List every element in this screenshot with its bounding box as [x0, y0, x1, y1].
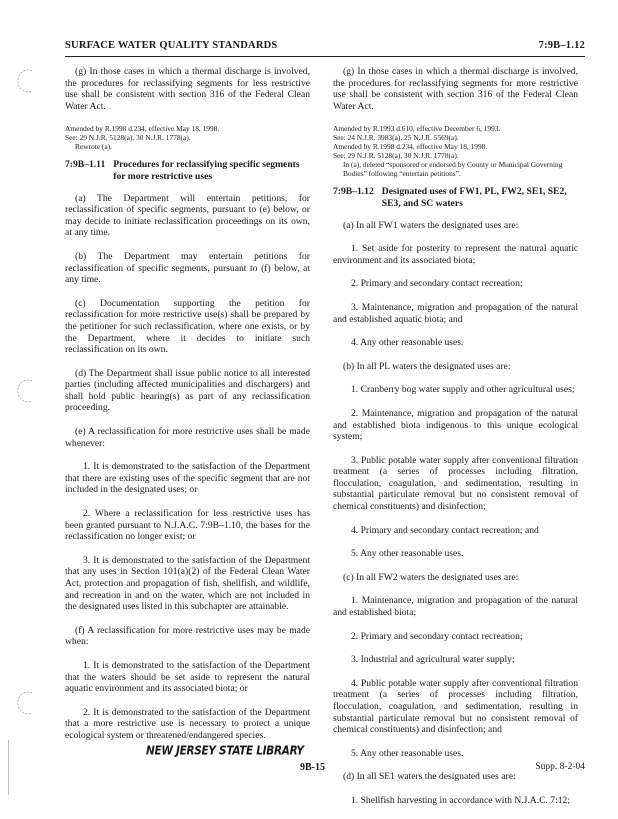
- paragraph-f: (f) A reclassification for more restrictive uses may be made when:: [65, 624, 310, 648]
- header-section-number: 7:9B–1.12: [538, 40, 585, 51]
- punch-hole-icon: [14, 690, 38, 716]
- list-item: 4. Any other reasonable uses.: [351, 337, 464, 349]
- punch-hole-icon: [14, 68, 38, 94]
- list-item: 2. Where a reclassification for less restrictive uses has been granted pursuant to N.J.A.C. 7:9B–1.10, the bases for the reclassification no longer exist; or: [65, 508, 310, 543]
- list-item: 1. It is demonstrated to the satisfaction of the Department that there are existing uses of the specific segment that are not included in the designated uses; or: [65, 461, 310, 496]
- list-item: 3. Industrial and agricultural water supply;: [351, 654, 515, 666]
- page-edge-mark: [8, 740, 9, 795]
- list-item: 3. It is demonstrated to the satisfaction of the Department that any uses in Section 101(a)(2) of the Federal Clean Water Act, protection and propagation of fish, shellfish, and wildlife, and recreation in and on the water, which are not included in the designated uses listed in this subchapter are attainable.: [65, 554, 310, 613]
- section-title: Procedures for reclassifying specific segments for more restrictive uses: [113, 159, 300, 182]
- amendment-line: See: 29 N.J.R. 5128(a), 30 N.J.R. 1778(a).: [333, 151, 459, 161]
- list-item: 2. Primary and secondary contact recreation;: [351, 278, 523, 290]
- supplement-date: Supp. 8-2-04: [535, 762, 585, 772]
- list-item: 2. Maintenance, migration and propagation of the natural and established biota indigenous to this unique ecological system;: [333, 407, 578, 443]
- header-title: SURFACE WATER QUALITY STANDARDS: [65, 40, 278, 51]
- amendment-line: Amended by R.1993 d.610, effective December 6, 1993.: [333, 124, 501, 134]
- amendment-note: [333, 124, 578, 178]
- paragraph-a: (a) The Department will entertain petitions, for reclassification of specific segments, pursuant to (e) below, or may decide to initiate reclassification proceedings on its own, at any time.: [65, 192, 310, 239]
- list-item: 1. Cranberry bog water supply and other agricultural uses;: [351, 384, 575, 396]
- amendment-line: Amended by R.1998 d.234, effective May 18, 1998.: [333, 142, 488, 152]
- library-stamp: NEW JERSEY STATE LIBRARY: [146, 744, 304, 758]
- list-item: 4. Public potable water supply after conventional filtration treatment (a series of processes including filtration, flocculation, coagulation, and sedimentation, resulting in substantial particulate removal but no consistent removal of chemical constituents) and disinfection; and: [333, 677, 578, 736]
- punch-hole-icon: [14, 378, 38, 404]
- list-item: 2. It is demonstrated to the satisfaction of the Department that a more restrictive use is necessary to protect a unique ecological system or threatened/endangered species.: [65, 706, 310, 741]
- paragraph-b: (b) In all PL waters the designated uses are:: [343, 360, 511, 372]
- section-heading: [65, 159, 310, 182]
- paragraph-a: (a) In all FW1 waters the designated uses are:: [343, 219, 519, 231]
- section-title: Designated uses of FW1, PL, FW2, SE1, SE2, SE3, and SC waters: [381, 186, 567, 209]
- list-item: 1. Shellfish harvesting in accordance with N.J.A.C. 7:12;: [351, 794, 571, 806]
- paragraph-d: (d) The Department shall issue public notice to all interested parties (including affected municipalities and dischargers) and shall hold public hearing(s) as part of any reclassification proceeding.: [65, 367, 310, 414]
- section-number: 7:9B–1.11: [65, 159, 106, 171]
- paragraph-b: (b) The Department may entertain petitions for reclassification of specific segments, pursuant to (f) below, at any time.: [65, 250, 310, 286]
- page-number: 9B-15: [300, 762, 325, 773]
- paragraph-g: (g) In those cases in which a thermal discharge is involved, the procedures for reclassifying segments for more restrictive use shall be consistent with section 316 of the Federal Clean Water Act.: [333, 66, 578, 112]
- amendment-line: Rewrote (a).: [75, 142, 112, 152]
- list-item: 5. Any other reasonable uses.: [351, 747, 464, 759]
- section-number: 7:9B–1.12: [333, 186, 374, 198]
- right-column: [333, 66, 578, 819]
- list-item: 5. Any other reasonable uses.: [351, 548, 464, 560]
- section-heading: [333, 186, 578, 209]
- paragraph-d: (d) In all SE1 waters the designated uses are:: [343, 771, 516, 783]
- paragraph-c: (c) Documentation supporting the petition for reclassification for more restrictive use(s) shall be prepared by the petitioner for such reclassification, where one exists, or by the Department, where it decides to initiate such reclassification on its own.: [65, 297, 310, 356]
- paragraph-g: (g) In those cases in which a thermal discharge is involved, the procedures for reclassifying segments for less restrictive use shall be consistent with section 316 of the Federal Clean Water Act.: [65, 66, 310, 112]
- header-rule: [65, 56, 585, 57]
- paragraph-c: (c) In all FW2 waters the designated uses are:: [343, 571, 519, 583]
- list-item: 3. Public potable water supply after conventional filtration treatment (a series of processes including filtration, flocculation, coagulation, and sedimentation, resulting in substantial particulate removal but no consistent removal of chemical constituents) and disinfection;: [333, 454, 578, 513]
- amendment-line: Amended by R.1998 d.234, effective May 18, 1998.: [65, 124, 220, 134]
- paragraph-e: (e) A reclassification for more restrictive uses shall be made whenever:: [65, 426, 310, 449]
- list-item: 1. Set aside for posterity to represent the natural aquatic environment and its associated biota;: [333, 243, 578, 266]
- amendment-line: See: 24 N.J.R. 3983(a), 25 N.J.R. 5569(a).: [333, 133, 459, 143]
- amendment-note: [65, 124, 310, 151]
- amendment-line: In (a), deleted “sponsored or endorsed by County or Municipal Governing Bodies” following “entertain petitions”.: [343, 160, 563, 179]
- list-item: 1. It is demonstrated to the satisfaction of the Department that the waters should be set aside to represent the natural aquatic environment and its associated biota; or: [65, 659, 310, 695]
- running-header: [65, 40, 585, 56]
- list-item: 4. Primary and secondary contact recreation; and: [351, 524, 539, 536]
- left-column: [65, 66, 310, 754]
- list-item: 3. Maintenance, migration and propagation of the natural and established aquatic biota; and: [333, 301, 578, 325]
- amendment-line: See: 29 N.J.R. 5128(a), 30 N.J.R. 1778(a).: [65, 133, 191, 143]
- list-item: 2. Primary and secondary contact recreation;: [351, 630, 523, 642]
- list-item: 1. Maintenance, migration and propagation of the natural and established biota;: [333, 595, 578, 619]
